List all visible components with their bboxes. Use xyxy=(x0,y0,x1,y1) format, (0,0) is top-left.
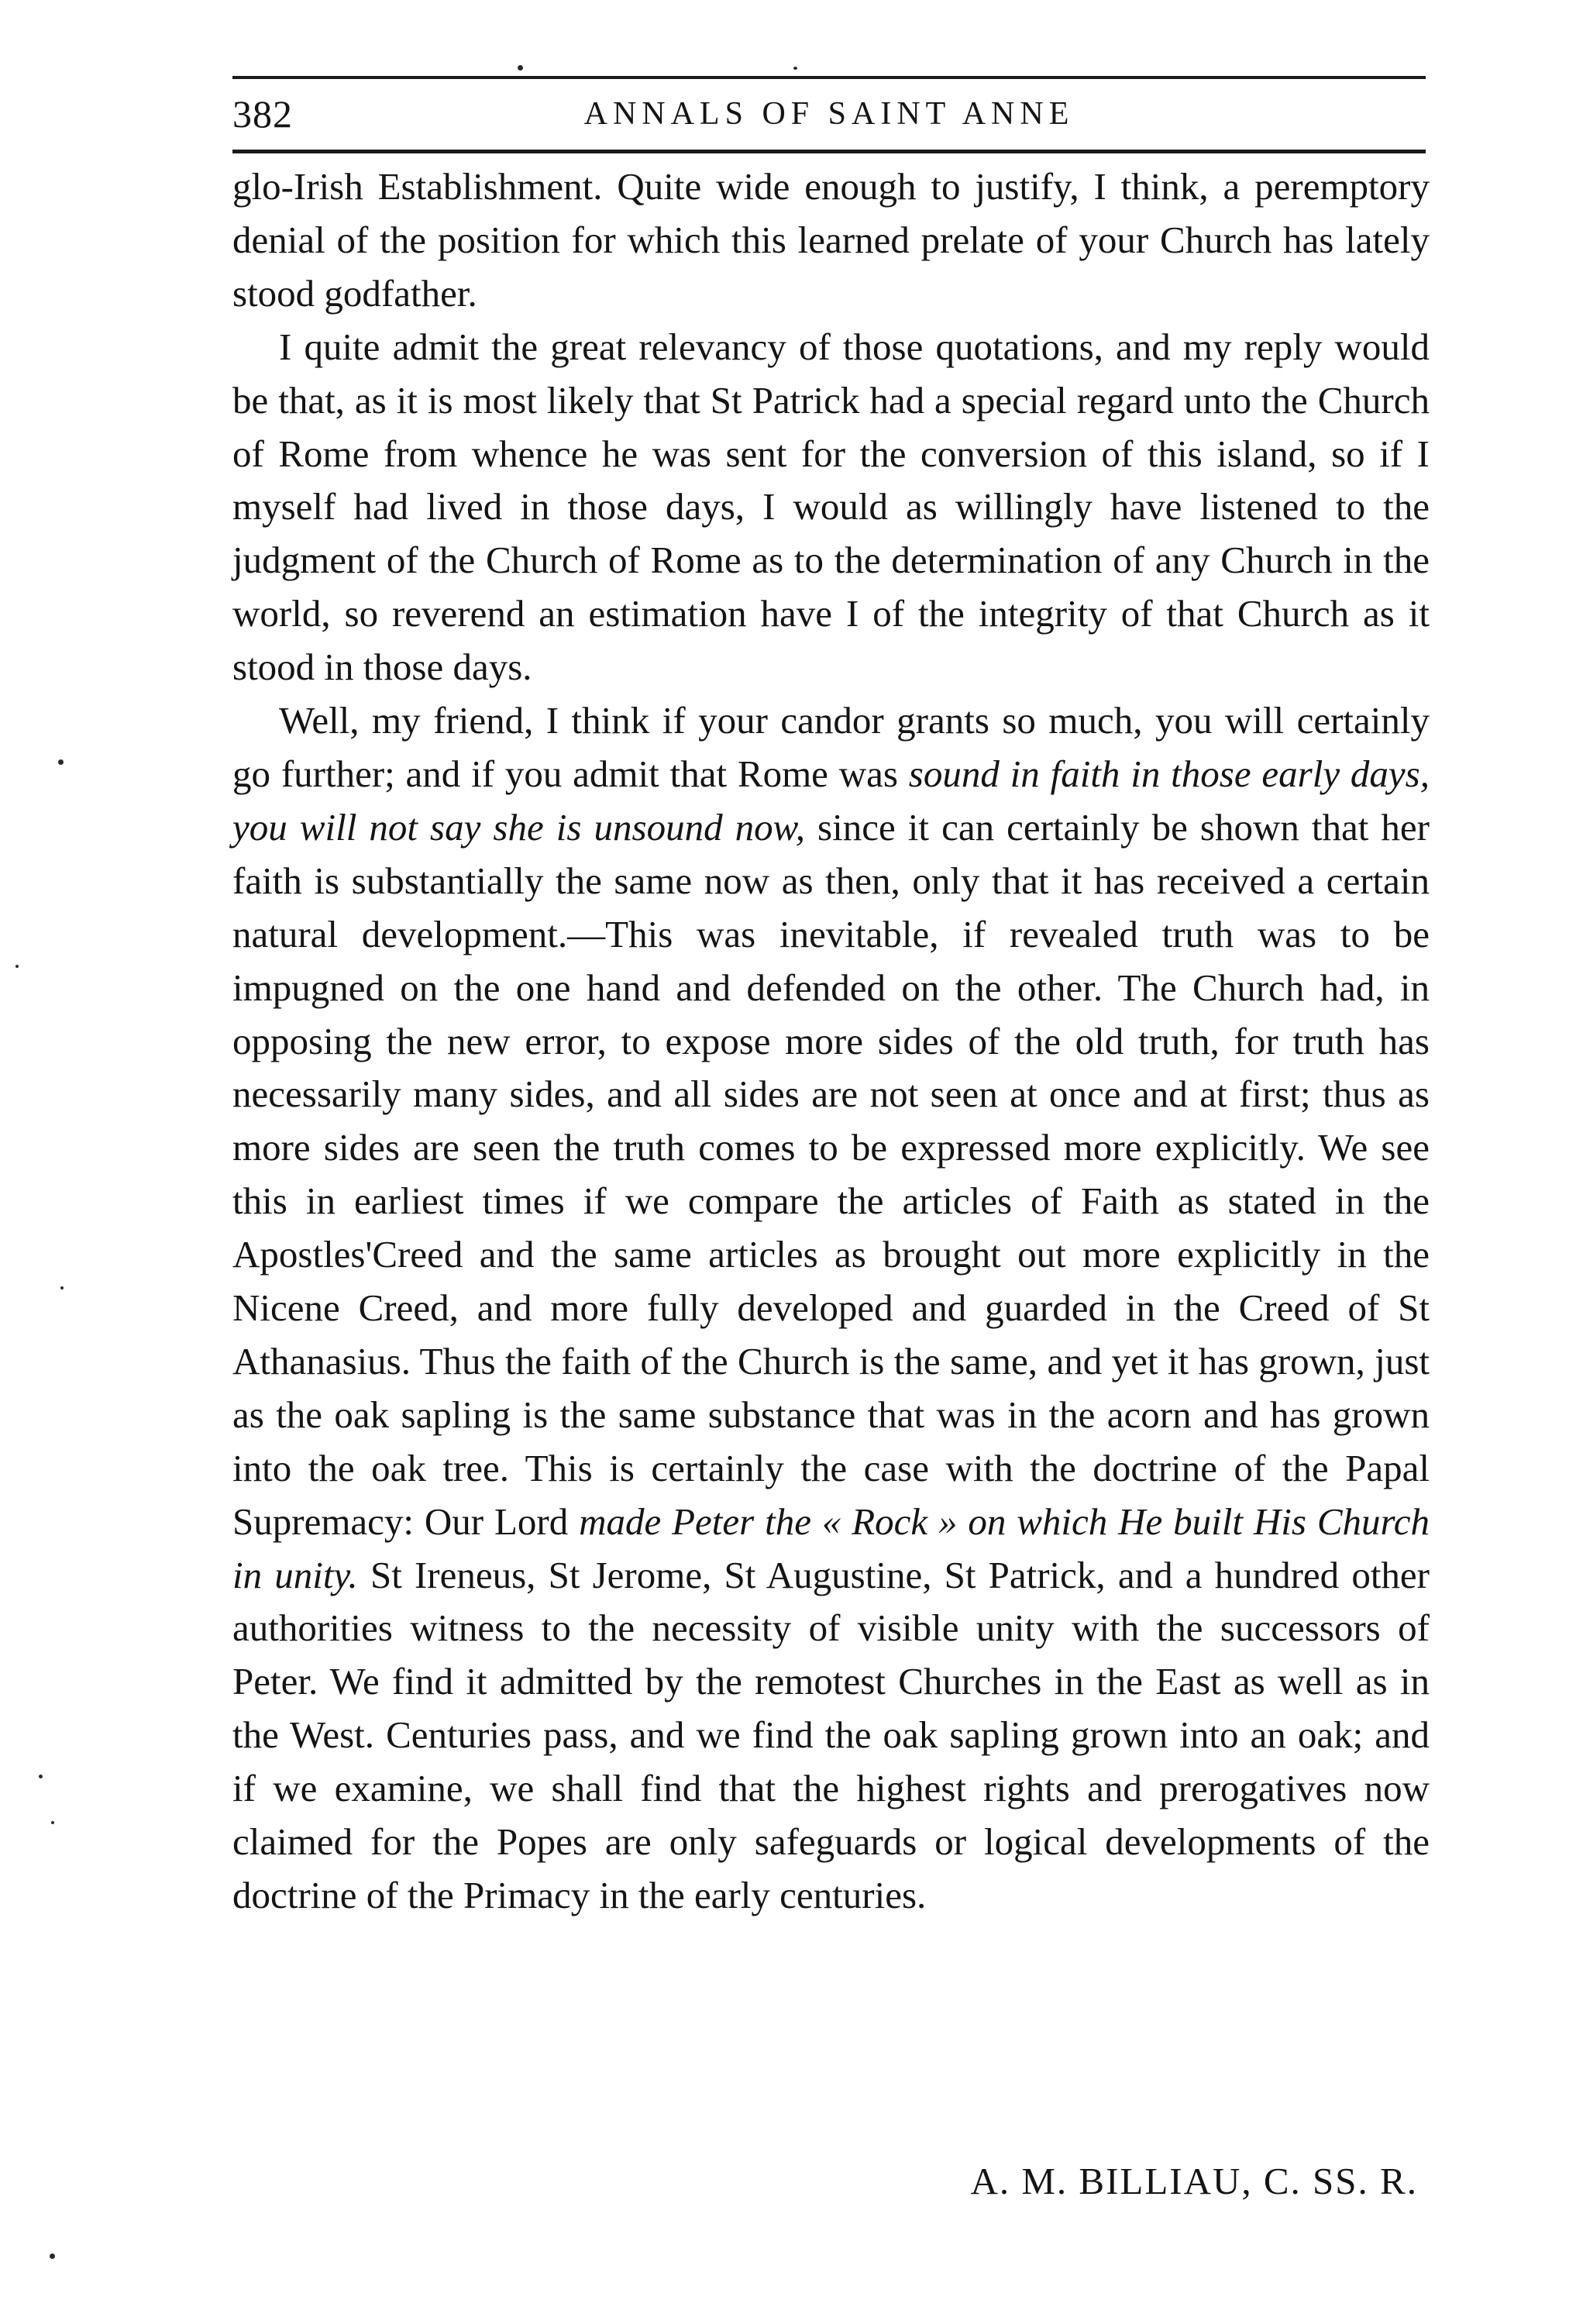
paragraph-conclusion: St Ireneus, St Jerome, St Augustine, St Patrick, and a hundred other authorities witness to the necessity of visible unity with the successors of Peter. We find it admitted by the remotest Churches in the East as well as in the West. Centuries pass, and we find the oak sapling grown into an oak; and if we examine, we shall find that the highest rights and prerogatives now claimed for the Popes are only safeguards or logical developments of the doctrine of the Primacy in the early centuries. xyxy=(232,1553,1430,1916)
print-speck xyxy=(518,65,523,71)
running-title: ANNALS OF SAINT ANNE xyxy=(583,96,1075,132)
paragraph-continuation: glo-Irish Establishment. Quite wide enough to justify, I think, a peremptory denial of the position for which this learned prelate of your Church has lately stood godfather. xyxy=(232,165,1430,315)
author-signature: A. M. BILLIAU, C. SS. R. xyxy=(970,2160,1418,2202)
print-speck xyxy=(50,2253,55,2259)
emphasized-rock: made Peter the « Rock » on which He built His Church in unity. xyxy=(232,1499,1430,1596)
print-speck xyxy=(793,67,797,70)
page-number: 382 xyxy=(232,92,293,136)
paragraph-body: since it can certainly be shown that her faith is substantially the same now as then, only that it has received a certain natural development.—This was inevitable, if revealed truth was to be impugned on the one hand and defended on the other. The Church had, in opposing the new error, to expose more sides of the old truth, for truth has necessarily many sides, and all sides are not seen at once and at first; thus as more sides are seen the truth comes to be expressed more explicitly. We see this in earliest times if we compare the articles of Faith as stated in the Apostles'Creed and the same articles as brought out more explicitly in the Nicene Creed, and more fully developed and guarded in the Creed of St Athanasius. Thus the faith of the Church is the same, and yet it has grown, just as the oak sapling is the same substance that was in the acorn and has grown into the oak tree. This is certainly the case with the doctrine of the Papal Supremacy: Our Lord xyxy=(232,805,1430,1543)
print-speck xyxy=(39,1775,43,1778)
running-head xyxy=(232,87,1426,141)
print-speck xyxy=(58,759,64,765)
paragraph-development xyxy=(232,694,1430,1923)
paragraph-quotation-reply: I quite admit the great relevancy of those quotations, and my reply would be that, as it is most likely that St Patrick had a special regard unto the Church of Rome from whence he was sent for the conversion of this island, so if I myself had lived in those days, I would as willingly have listened to the judgment of the Church of Rome as to the determination of any Church in the world, so reverend an estimation have I of the integrity of that Church as it stood in those days. xyxy=(232,325,1430,689)
print-speck xyxy=(51,1821,54,1824)
article-body xyxy=(232,160,1430,1923)
print-speck xyxy=(15,965,19,968)
print-speck xyxy=(60,1286,64,1289)
paragraph-lead: Well, my friend, I think if your candor grants so much, you will certainly go further; and if you admit that Rome was xyxy=(232,699,1430,795)
header-top-rule xyxy=(232,76,1426,79)
emphasized-sound-in-faith: sound in faith in those early days, you will not say she is unsound now, xyxy=(232,752,1430,849)
header-bottom-rule xyxy=(232,150,1426,153)
